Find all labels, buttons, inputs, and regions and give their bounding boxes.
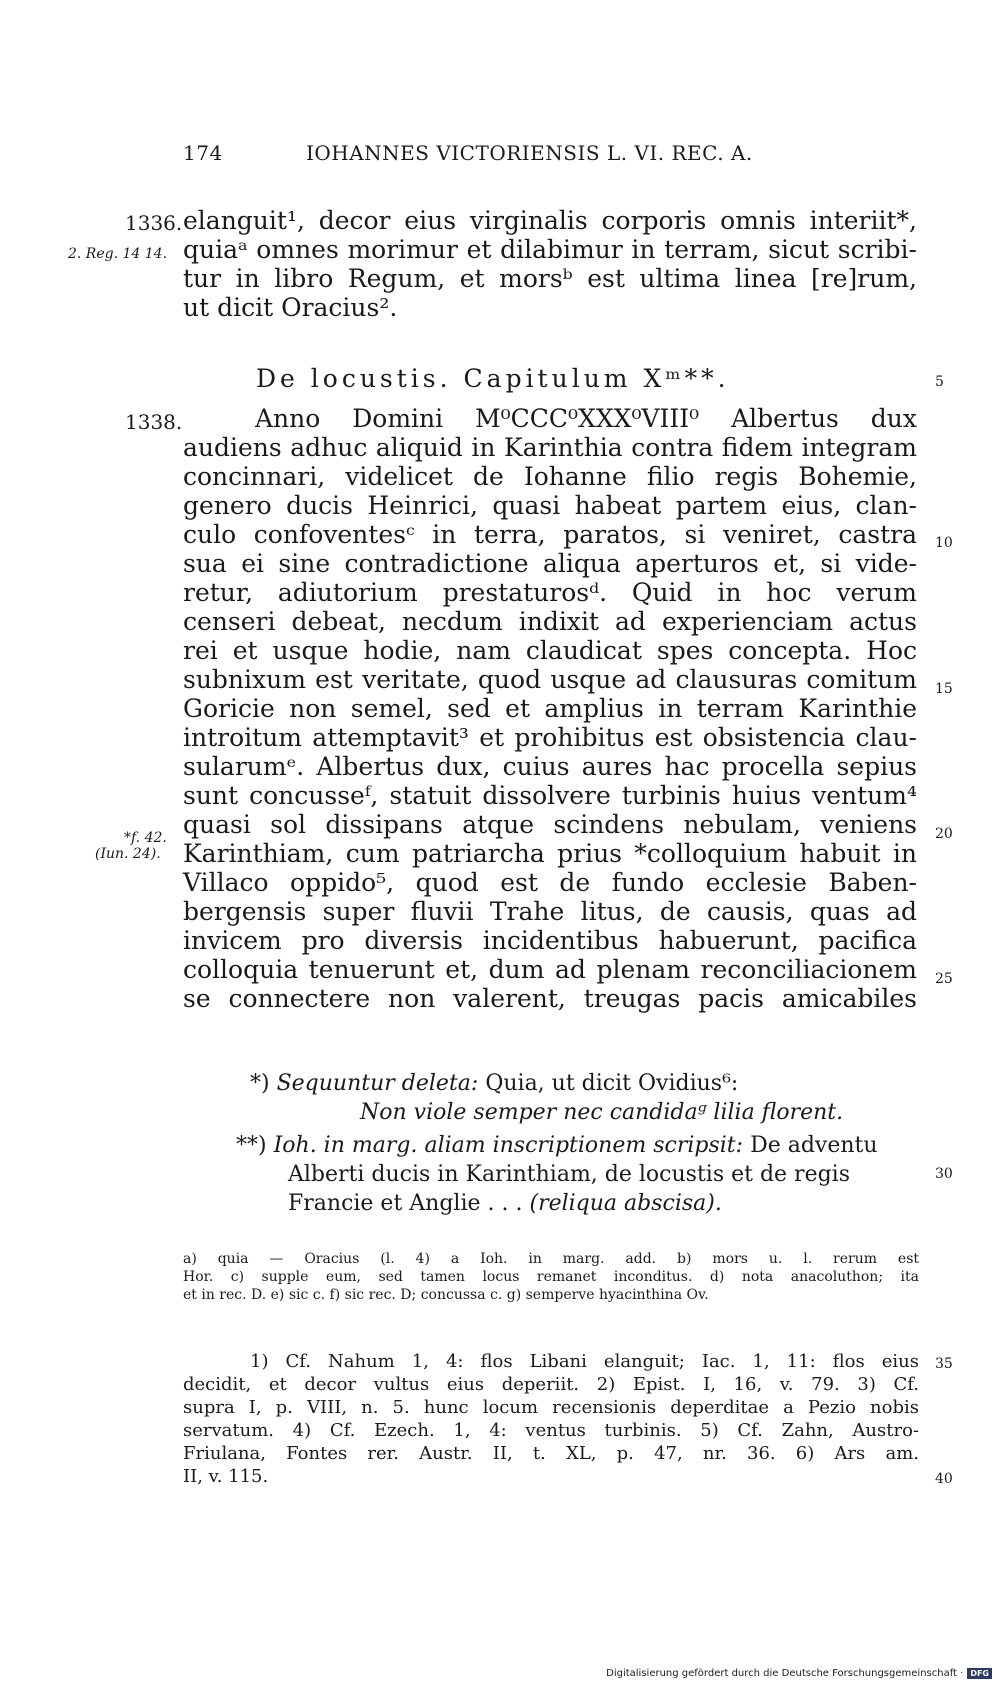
margin-date: (Iun. 24). (95, 846, 161, 862)
dfg-logo: DFG (967, 1668, 992, 1679)
line-number: 15 (935, 681, 953, 697)
apparatus-line: et in rec. D. e) sic c. f) sic rec. D; concussa c. g) semperve hyacinthina Ov. (183, 1287, 709, 1303)
margin-folio: *f. 42. (124, 830, 167, 846)
chapter-title: De locustis. Capitulum Xᵐ**. (256, 364, 730, 393)
text-line: Karinthiam, cum patriarcha prius *colloquium habuit in (183, 839, 917, 868)
text-line: rei et usque hodie, nam claudicat spes concepta. Hoc (183, 636, 917, 665)
note-line: supra I, p. VIII, n. 5. hunc locum recensionis deperditae a Pezio nobis (183, 1397, 919, 1418)
line-number: 25 (935, 971, 953, 987)
footnote-text: De adventu (750, 1133, 878, 1158)
line-number: 40 (935, 1471, 953, 1487)
text-line: elanguit¹, decor eius virginalis corporis omnis interiit*, (183, 206, 917, 235)
footnote-star (250, 1069, 738, 1098)
line-number: 5 (935, 374, 944, 390)
verse-text: Non viole semper nec candidaᵍ lilia florent. (360, 1100, 844, 1125)
footnote-text: Quia, ut dicit Ovidius⁶: (485, 1071, 739, 1096)
text-line: concinnari, videlicet de Iohanne filio regis Bohemie, (183, 462, 917, 491)
note-line: servatum. 4) Cf. Ezech. 1, 4: ventus turbinis. 5) Cf. Zahn, Austro- (183, 1420, 919, 1441)
line-number: 30 (935, 1166, 953, 1182)
text-line: retur, adiutorium prestaturosᵈ. Quid in hoc verum (183, 578, 917, 607)
note-line: decidit, et decor vultus eius deperiit. 2) Epist. I, 16, v. 79. 3) Cf. (183, 1374, 919, 1395)
footnote-label: Ioh. in marg. aliam inscriptionem scripsit: (273, 1133, 744, 1158)
note-line: Friulana, Fontes rer. Austr. II, t. XL, p. 47, nr. 36. 6) Ars am. (183, 1443, 919, 1464)
apparatus-line: Hor. c) supple eum, sed tamen locus remanet inconditus. d) nota anacoluthon; ita (183, 1269, 919, 1285)
text-line: culo confoventesᶜ in terra, paratos, si veniret, castra (183, 520, 917, 549)
year-1338: 1338. (125, 410, 183, 434)
text-line: quasi sol dissipans atque scindens nebulam, veniens (183, 810, 917, 839)
text-line: quiaᵃ omnes morimur et dilabimur in terram, sicut scribi- (183, 235, 917, 264)
text-line: Villaco oppido⁵, quod est de fundo ecclesie Baben- (183, 868, 917, 897)
note-line: 1) Cf. Nahum 1, 4: flos Libani elanguit; Iac. 1, 11: flos eius (250, 1351, 919, 1372)
text-line: colloquia tenuerunt et, dum ad plenam reconciliacionem (183, 955, 917, 984)
line-number: 10 (935, 535, 953, 551)
text-line: Goricie non semel, sed et amplius in terram Karinthie (183, 694, 917, 723)
text-line: sunt concusseᶠ, statuit dissolvere turbinis huius ventum⁴ (183, 781, 917, 810)
digitization-footer (606, 1668, 992, 1679)
footnote-dstar (236, 1131, 878, 1160)
footnote-line: Alberti ducis in Karinthiam, de locustis et de regis (288, 1162, 850, 1187)
text-line: subnixum est veritate, quod usque ad clausuras comitum (183, 665, 917, 694)
page-number: 174 (183, 141, 223, 165)
footer-text: Digitalisierung gefördert durch die Deutsche Forschungsgemeinschaft · (606, 1668, 964, 1679)
note-line: II, v. 115. (183, 1466, 269, 1487)
text-line: se connectere non valerent, treugas pacis amicabiles (183, 984, 917, 1013)
text-line: ut dicit Oracius². (183, 293, 398, 322)
text-line: bergensis super fluvii Trahe litus, de causis, quas ad (183, 897, 917, 926)
footnote-verse (360, 1098, 843, 1127)
text-line: genero ducis Heinrici, quasi habeat partem eius, clan- (183, 491, 917, 520)
footnote-line (288, 1189, 722, 1218)
text-line: audiens adhuc aliquid in Karinthia contra fidem integram (183, 433, 917, 462)
text-line: sularumᵉ. Albertus dux, cuius aures hac procella sepius (183, 752, 917, 781)
footnote-italic: (reliqua abscisa). (529, 1191, 722, 1216)
year-1336: 1336. (125, 211, 183, 235)
footnote-marker: *) (250, 1071, 270, 1096)
footnote-label: Sequuntur deleta: (276, 1071, 479, 1096)
running-title: IOHANNES VICTORIENSIS L. VI. REC. A. (306, 141, 753, 165)
text-line: sua ei sine contradictione aliqua aperturos et, si vide- (183, 549, 917, 578)
margin-reference: 2. Reg. 14 14. (68, 246, 168, 262)
line-number: 35 (935, 1356, 953, 1372)
text-line: introitum attemptavit³ et prohibitus est obsistencia clau- (183, 723, 917, 752)
text-line: tur in libro Regum, et morsᵇ est ultima linea [re]rum, (183, 264, 917, 293)
footnote-text: Francie et Anglie . . . (288, 1191, 523, 1216)
text-line: censeri debeat, necdum indixit ad experienciam actus (183, 607, 917, 636)
text-line: invicem pro diversis incidentibus habuerunt, pacifica (183, 926, 917, 955)
apparatus-line: a) quia — Oracius (l. 4) a Ioh. in marg. add. b) mors u. l. rerum est (183, 1251, 919, 1267)
line-number: 20 (935, 826, 953, 842)
footnote-marker: **) (236, 1133, 267, 1158)
text-line: Anno Domini M⁰CCC⁰XXX⁰VIII⁰ Albertus dux (255, 404, 917, 433)
